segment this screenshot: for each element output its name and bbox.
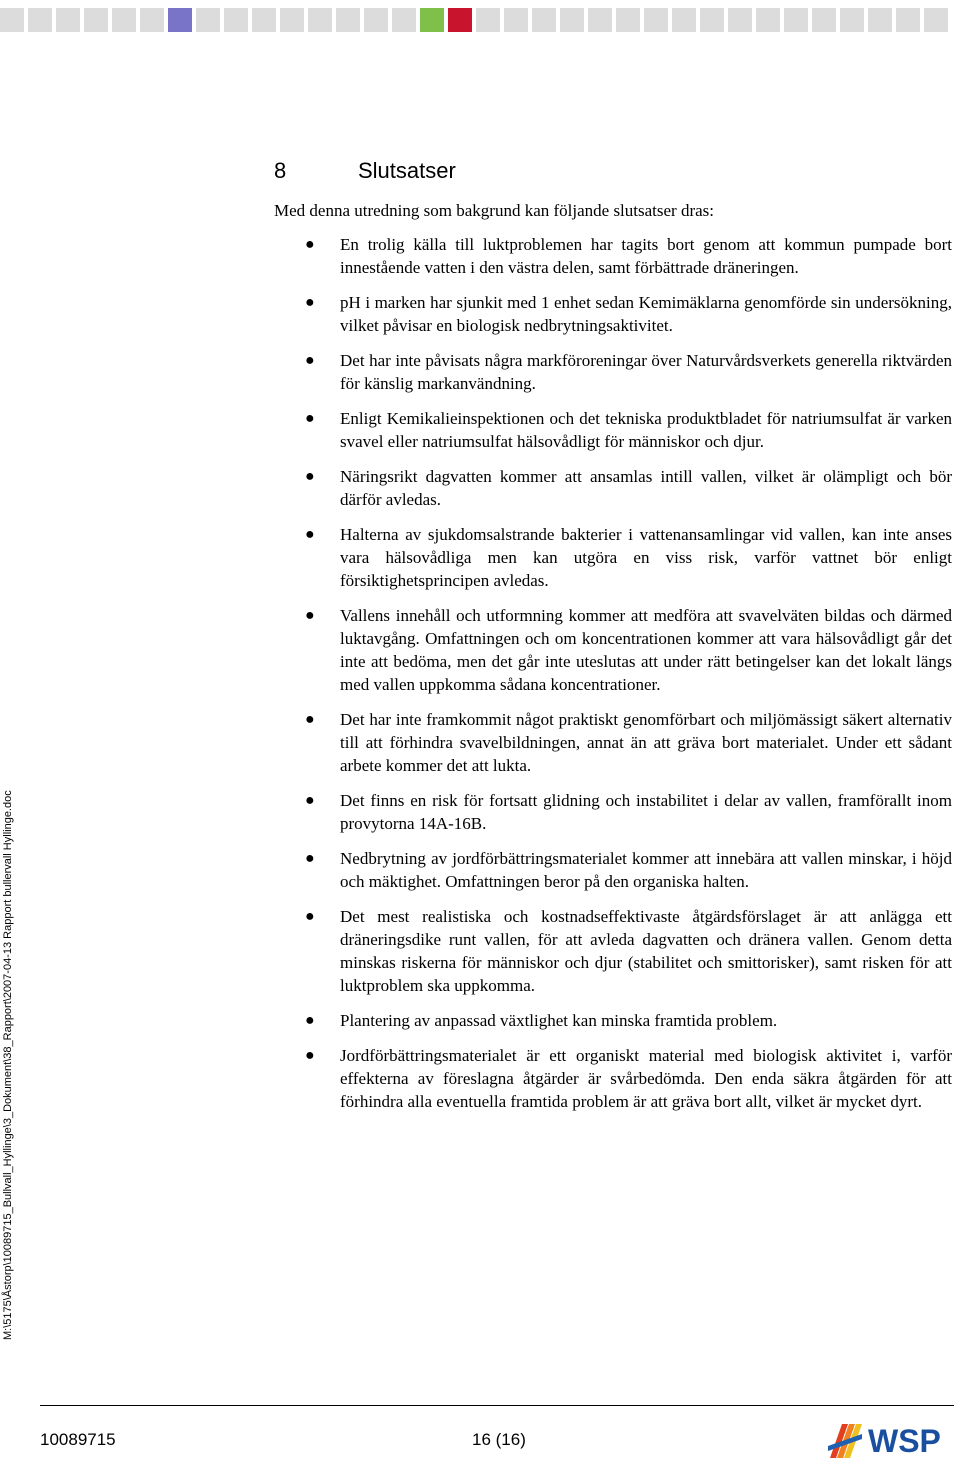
color-square <box>420 8 444 32</box>
document-number: 10089715 <box>40 1430 116 1449</box>
bullet-icon: ● <box>305 1047 315 1064</box>
list-item: ● pH i marken har sjunkit med 1 enhet sedan Kemimäklarna genomförde sin undersökning, vilket påvisar en biologisk nedbrytningsaktivitet. <box>305 293 952 335</box>
wsp-logo-text: WSP <box>868 1423 941 1459</box>
intro-paragraph: Med denna utredning som bakgrund kan följande slutsatser dras: <box>274 201 715 220</box>
list-item: ● En trolig källa till luktproblemen har tagits bort genom att kommun pumpade bort innestående vatten i den västra delen, samt förbättrade dräneringen. <box>305 235 952 277</box>
list-item: ● Det finns en risk för fortsatt glidning och instabilitet i delar av vallen, framförallt inom provytorna 14A-16B. <box>305 791 952 833</box>
list-item: ● Näringsrikt dagvatten kommer att ansamlas intill vallen, vilket är olämpligt och bör därför avledas. <box>305 467 952 509</box>
list-item: ● Enligt Kemikalieinspektionen och det tekniska produktbladet för natriumsulfat är varken svavel eller natriumsulfat hälsovådligt för människor och djur. <box>305 409 952 451</box>
color-square <box>112 8 136 32</box>
color-square <box>476 8 500 32</box>
wsp-logo <box>828 1418 956 1462</box>
list-item: ● Plantering av anpassad växtlighet kan minska framtida problem. <box>305 1011 778 1030</box>
bullet-icon: ● <box>305 1012 315 1029</box>
bullet-icon: ● <box>305 850 315 867</box>
color-square <box>196 8 220 32</box>
color-square <box>672 8 696 32</box>
color-square <box>840 8 864 32</box>
color-square <box>588 8 612 32</box>
bullet-icon: ● <box>305 294 315 311</box>
section-heading <box>274 158 456 184</box>
color-square <box>56 8 80 32</box>
color-square <box>616 8 640 32</box>
file-path-margin-text: M:\5175\Åstorp\10089715_Bullvall_Hyllinge\3_Dokument\38_Rapport\2007-04-13 Rapport bullervall Hyllinge.doc <box>2 790 14 1340</box>
color-square <box>252 8 276 32</box>
color-square <box>308 8 332 32</box>
color-square <box>140 8 164 32</box>
bullet-icon: ● <box>305 908 315 925</box>
color-square <box>784 8 808 32</box>
conclusions-list <box>300 233 952 1125</box>
bullet-icon: ● <box>305 711 315 728</box>
bullet-icon: ● <box>305 236 315 253</box>
color-square <box>532 8 556 32</box>
list-item: ● Nedbrytning av jordförbättringsmaterialet kommer att innebära att vallen minskar, i höjd och mäktighet. Omfattningen beror på den organiska halten. <box>305 849 952 891</box>
bullet-icon: ● <box>305 352 315 369</box>
color-square <box>84 8 108 32</box>
color-square <box>28 8 52 32</box>
color-square <box>560 8 584 32</box>
bullet-icon: ● <box>305 410 315 427</box>
color-square <box>924 8 948 32</box>
color-square <box>812 8 836 32</box>
list-item: ● Det mest realistiska och kostnadseffektivaste åtgärdsförslaget är att anlägga ett dräneringsdike runt vallen, för att avleda dagvatten och dränera vallen. Genom detta minskas riskerna för människor och djur (stabilitet och smittorisker), samt risken för att luktproblem ska uppkomma. <box>305 907 952 995</box>
color-square <box>392 8 416 32</box>
color-square <box>644 8 668 32</box>
color-square <box>0 8 24 32</box>
list-item: ● Halterna av sjukdomsalstrande bakterier i vattenansamlingar vid vallen, kan inte anses vara hälsovådliga men kan utgöra en viss risk, varför vattnet bör enligt försiktighetsprincipen avledas. <box>305 525 952 590</box>
list-item: ● Jordförbättringsmaterialet är ett organiskt material med biologisk aktivitet i, varför effekterna av föreslagna åtgärder är svårbedömda. Den enda säkra åtgärden för att förhindra alla eventuella framtida problem är att gräva bort allt, vilket är mycket dyrt. <box>305 1046 952 1111</box>
section-number: 8 <box>274 158 287 183</box>
bullet-icon: ● <box>305 792 315 809</box>
color-square <box>168 8 192 32</box>
color-square <box>448 8 472 32</box>
page-number: 16 (16) <box>472 1430 526 1449</box>
section-title: Slutsatser <box>358 158 456 183</box>
color-square <box>280 8 304 32</box>
bullet-icon: ● <box>305 468 315 485</box>
color-square <box>364 8 388 32</box>
list-item: ● Vallens innehåll och utformning kommer att medföra att svavelväten bildas och därmed luktavgång. Omfattningen och om koncentrationen kommer att vara hälsovådligt går det inte att bedöma, men det går inte uteslutas att under rätt betingelser kan det lokalt längs med vallen uppkomma sådana koncentrationer. <box>305 606 952 694</box>
color-square <box>336 8 360 32</box>
color-square <box>896 8 920 32</box>
bullet-icon: ● <box>305 526 315 543</box>
list-item: ● Det har inte påvisats några markföroreningar över Naturvårdsverkets generella riktvärden för känslig markanvändning. <box>305 351 952 393</box>
footer-divider <box>40 1405 954 1406</box>
color-square <box>868 8 892 32</box>
list-item: ● Det har inte framkommit något praktiskt genomförbart och miljömässigt säkert alternativ till att förhindra svavelbildningen, annat än att gräva bort materialet. Under ett sådant arbete kommer det att lukta. <box>305 710 952 775</box>
color-square <box>700 8 724 32</box>
color-square <box>756 8 780 32</box>
color-square <box>224 8 248 32</box>
wsp-logo-mark <box>828 1424 862 1458</box>
color-square <box>728 8 752 32</box>
decorative-color-strip <box>0 8 960 32</box>
bullet-icon: ● <box>305 607 315 624</box>
color-square <box>504 8 528 32</box>
